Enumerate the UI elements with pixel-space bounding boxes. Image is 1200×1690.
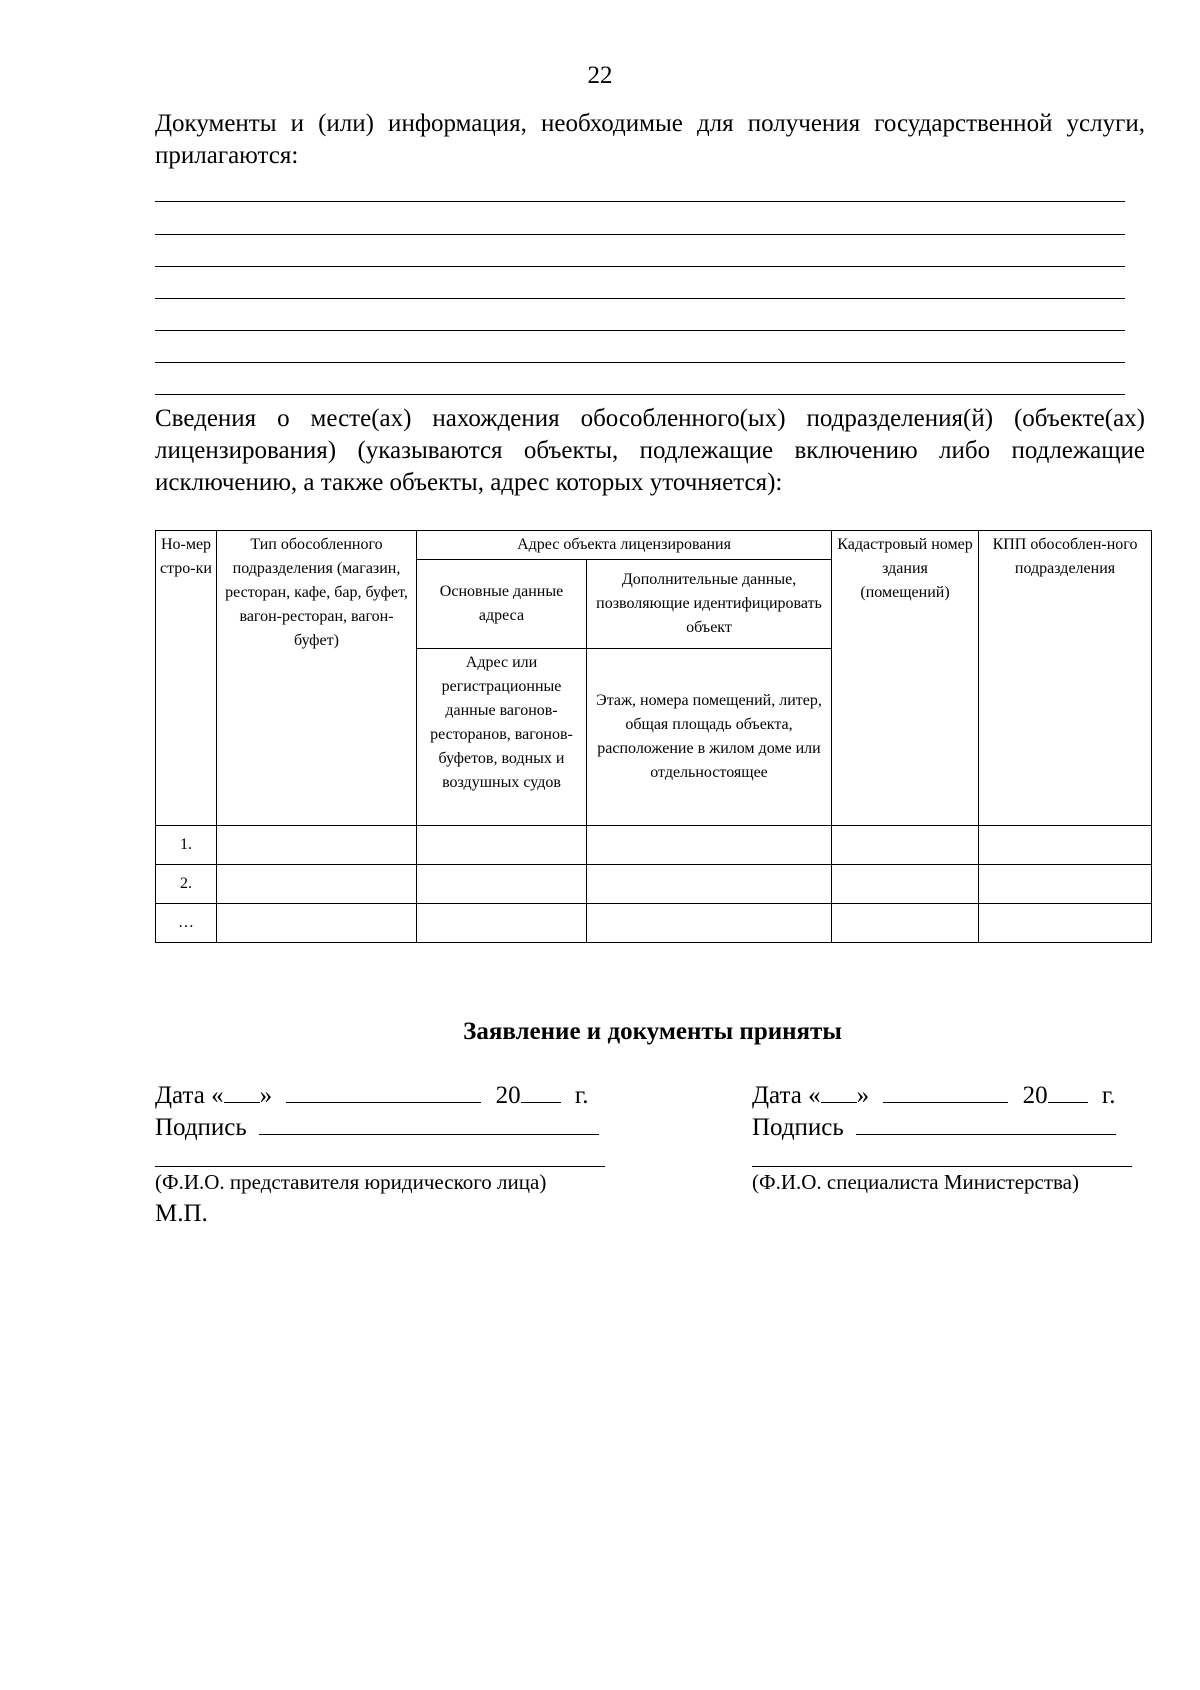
row-number: 1. <box>156 826 217 865</box>
row-number: … <box>156 904 217 943</box>
header-cadastral-number: Кадастровый номер здания (помещений) <box>832 531 979 826</box>
row-number: 2. <box>156 865 217 904</box>
page-number: 22 <box>587 62 613 89</box>
cell-address-extra[interactable] <box>587 904 832 943</box>
documents-fill-line[interactable] <box>155 266 1125 267</box>
header-address-extra: Дополнительные данные, позволяющие идентифицировать объект <box>587 560 832 649</box>
left-year-blank[interactable] <box>521 1080 561 1103</box>
table-row <box>156 904 1152 943</box>
left-year-suffix: г. <box>574 1082 589 1109</box>
table-row <box>156 826 1152 865</box>
cell-kpp[interactable] <box>979 904 1152 943</box>
right-month-blank[interactable] <box>883 1080 1008 1103</box>
left-date-close: » <box>259 1082 273 1109</box>
cell-address-main[interactable] <box>417 826 587 865</box>
table-row <box>156 865 1152 904</box>
header-row-number: Но-мер стро-ки <box>156 531 217 826</box>
right-date-label: Дата « <box>752 1082 821 1109</box>
left-day-blank[interactable] <box>224 1080 260 1103</box>
header-kpp: КПП обособлен-ного подразделения <box>979 531 1152 826</box>
documents-fill-line[interactable] <box>155 362 1125 363</box>
header-address-main-note: Адрес или регистрационные данные вагонов-ресторанов, вагонов-буфетов, водных и воздушных судов <box>417 649 587 826</box>
right-date-close: » <box>856 1082 870 1109</box>
documents-fill-line[interactable] <box>155 298 1125 299</box>
documents-fill-line[interactable] <box>155 330 1125 331</box>
left-date-line <box>155 1080 589 1112</box>
left-signature-line <box>155 1112 599 1144</box>
left-month-blank[interactable] <box>286 1080 481 1103</box>
licensing-objects-table <box>155 530 1152 943</box>
right-signature-line <box>752 1112 1116 1144</box>
cell-address-extra[interactable] <box>587 865 832 904</box>
documents-fill-line[interactable] <box>155 394 1125 395</box>
header-address-main: Основные данные адреса <box>417 560 587 649</box>
cell-kpp[interactable] <box>979 865 1152 904</box>
header-subdivision-type: Тип обособленного подразделения (магазин, ресторан, кафе, бар, буфет, вагон-ресторан, вагон-буфет) <box>217 531 417 826</box>
right-year-suffix: г. <box>1101 1082 1116 1109</box>
cell-kpp[interactable] <box>979 826 1152 865</box>
cell-cadastral[interactable] <box>832 904 979 943</box>
documents-paragraph: Документы и (или) информация, необходимые для получения государственной услуги, прилагаются: <box>155 110 1145 169</box>
cell-address-extra[interactable] <box>587 826 832 865</box>
right-year-blank[interactable] <box>1048 1080 1088 1103</box>
right-day-blank[interactable] <box>821 1080 857 1103</box>
left-year-prefix: 20 <box>495 1082 521 1109</box>
right-date-line <box>752 1080 1116 1112</box>
cell-type[interactable] <box>217 865 417 904</box>
left-signature-blank[interactable] <box>259 1112 599 1135</box>
cell-type[interactable] <box>217 904 417 943</box>
header-address-group: Адрес объекта лицензирования <box>417 531 832 560</box>
documents-fill-line[interactable] <box>155 201 1125 202</box>
cell-cadastral[interactable] <box>832 826 979 865</box>
stamp-label: М.П. <box>155 1200 208 1227</box>
accepted-heading: Заявление и документы приняты <box>463 1018 842 1045</box>
right-signature-blank[interactable] <box>856 1112 1116 1135</box>
right-signature-label: Подпись <box>752 1114 844 1141</box>
cell-type[interactable] <box>217 826 417 865</box>
right-name-rule[interactable] <box>752 1166 1132 1167</box>
right-year-prefix: 20 <box>1022 1082 1048 1109</box>
header-address-extra-note: Этаж, номера помещений, литер, общая площадь объекта, расположение в жилом доме или отдельностоящее <box>587 649 832 826</box>
right-name-caption: (Ф.И.О. специалиста Министерства) <box>752 1170 1079 1194</box>
left-date-label: Дата « <box>155 1082 224 1109</box>
left-signature-label: Подпись <box>155 1114 247 1141</box>
cell-address-main[interactable] <box>417 865 587 904</box>
locations-paragraph: Сведения о месте(ах) нахождения обособленного(ых) подразделения(й) (объекте(ах) лицензирования) (указываются объекты, подлежащие включению либо подлежащие исключению, а также объекты, адрес которых уточняется): <box>155 405 1145 496</box>
cell-address-main[interactable] <box>417 904 587 943</box>
documents-fill-line[interactable] <box>155 234 1125 235</box>
left-name-rule[interactable] <box>155 1166 605 1167</box>
left-name-caption: (Ф.И.О. представителя юридического лица) <box>155 1170 547 1194</box>
cell-cadastral[interactable] <box>832 865 979 904</box>
